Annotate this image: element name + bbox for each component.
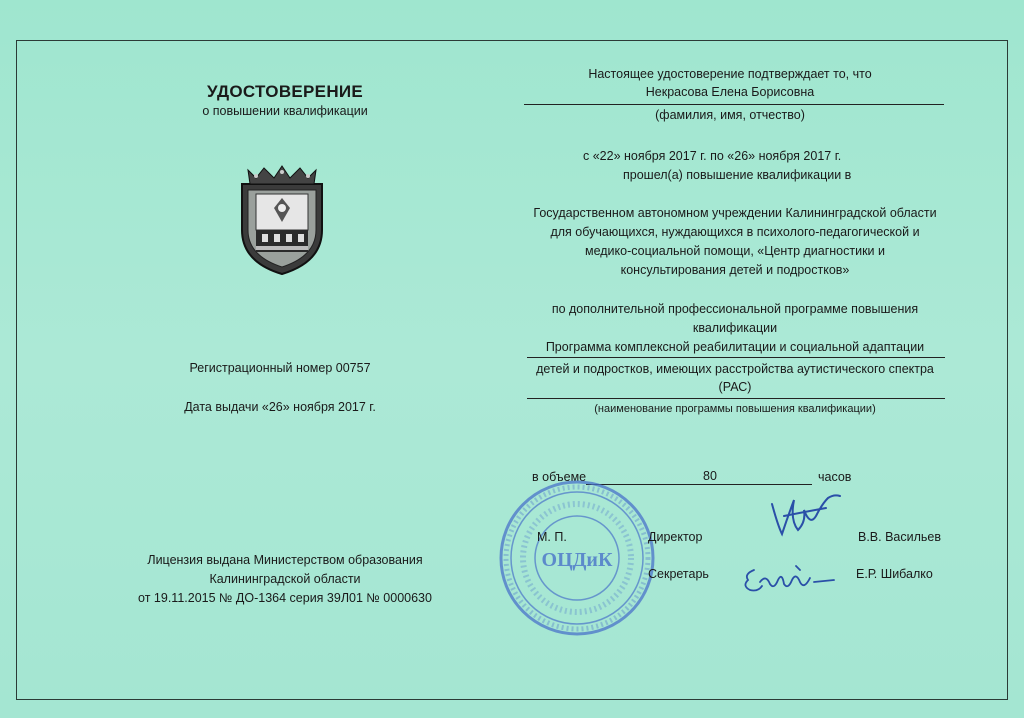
program-intro-2: квалификации [692, 321, 778, 335]
license-line-3: от 19.11.2015 № ДО-1364 серия 39Л01 № 0000630 [138, 591, 432, 605]
mp-label: М. П. [537, 530, 567, 544]
program-line-2: детей и подростков, имеющих расстройства аутистического спектра [536, 362, 934, 376]
name-underline [524, 104, 944, 105]
org-line-1: Государственном автономном учреждении Калининградской области [533, 206, 937, 220]
training-dates: с «22» ноября 2017 г. по «26» ноября 2017 г. [583, 149, 842, 163]
name-caption: (фамилия, имя, отчество) [655, 108, 805, 122]
holder-name: Некрасова Елена Борисовна [645, 85, 815, 99]
seal-stamp-icon [497, 478, 657, 638]
license-line-2: Калининградской области [209, 572, 361, 586]
stamp-center-text: ОЦДиК [541, 549, 613, 571]
certificate-title: УДОСТОВЕРЕНИЕ [206, 82, 364, 101]
registration-number: Регистрационный номер 00757 [189, 361, 371, 375]
volume-unit: часов [818, 470, 852, 484]
program-line-3: (РАС) [718, 380, 752, 394]
program-intro-1: по дополнительной профессиональной программе повышения [551, 302, 919, 316]
org-line-4: консультирования детей и подростков» [620, 263, 850, 277]
coat-of-arms-icon [234, 164, 330, 276]
secretary-signature-icon [740, 560, 840, 600]
secretary-name: Е.Р. Шибалко [856, 567, 933, 581]
confirm-text: Настоящее удостоверение подтверждает то, что [588, 67, 872, 81]
director-signature-icon [764, 486, 844, 542]
certificate-subtitle: о повышении квалификации [202, 104, 368, 118]
director-label: Директор [648, 530, 703, 544]
program-underline-2 [527, 398, 945, 399]
program-underline-1 [527, 357, 945, 358]
passed-text: прошел(а) повышение квалификации в [623, 168, 852, 182]
org-line-3: медико-социальной помощи, «Центр диагностики и [584, 244, 885, 258]
program-line-1: Программа комплексной реабилитации и социальной адаптации [545, 340, 925, 354]
issue-date: Дата выдачи «26» ноября 2017 г. [184, 400, 376, 414]
license-line-1: Лицензия выдана Министерством образования [147, 553, 423, 567]
org-line-2: для обучающихся, нуждающихся в психолого-педагогической и [550, 225, 920, 239]
director-name: В.В. Васильев [858, 530, 942, 544]
volume-label: в объеме [532, 470, 587, 484]
program-caption: (наименование программы повышения квалификации) [594, 403, 876, 415]
volume-value: 80 [703, 469, 717, 483]
secretary-label: Секретарь [648, 567, 709, 581]
